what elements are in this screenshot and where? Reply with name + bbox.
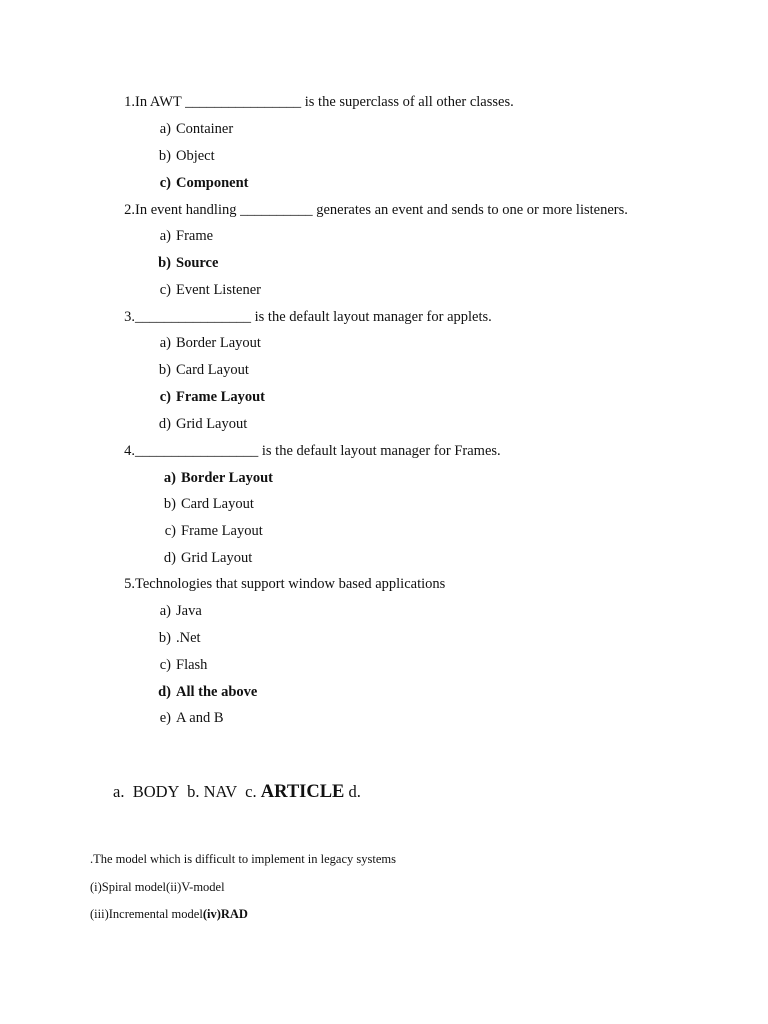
- option-letter: b): [158, 362, 171, 378]
- tags-line-article: ARTICLE: [260, 782, 345, 802]
- option-text: Grid Layout: [176, 416, 248, 432]
- option-text: Source: [176, 255, 219, 271]
- question-number: 2.: [124, 202, 135, 218]
- option-letter: b): [158, 255, 171, 271]
- option-text: All the above: [176, 684, 258, 700]
- option-letter: a): [163, 470, 176, 486]
- option-text: Card Layout: [181, 496, 254, 512]
- extra-option-incremental: (iii)Incremental model: [90, 907, 203, 921]
- option-letter: b): [158, 630, 171, 646]
- option-text: .Net: [176, 630, 201, 646]
- option-text: A and B: [176, 710, 224, 726]
- question-text: _________________ is the default layout manager for Frames.: [135, 443, 501, 459]
- option-text: Frame: [176, 228, 214, 244]
- question-text: Technologies that support window based applications: [135, 576, 446, 592]
- tags-line-part1: a. BODY b. NAV c.: [113, 782, 261, 801]
- extra-option-rad-correct: (iv)RAD: [202, 907, 248, 921]
- html-tags-line: [113, 781, 361, 803]
- option-letter: d): [158, 684, 171, 700]
- option-text: Object: [176, 148, 215, 164]
- option-text: Container: [176, 121, 234, 137]
- question-number: 1.: [124, 94, 135, 110]
- option-text: Event Listener: [176, 282, 261, 298]
- question-number: 5.: [124, 576, 135, 592]
- option-text: Java: [176, 603, 202, 619]
- option-text: Component: [176, 175, 249, 191]
- option-text: Frame Layout: [181, 523, 263, 539]
- question-text: In AWT ________________ is the superclass of all other classes.: [135, 94, 514, 110]
- question-number: 4.: [124, 443, 135, 459]
- option-letter: a): [159, 121, 171, 137]
- option-letter: e): [159, 710, 171, 726]
- option-letter: d): [158, 416, 171, 432]
- option-letter: a): [159, 228, 171, 244]
- option-letter: b): [158, 148, 171, 164]
- question-text: ________________ is the default layout manager for applets.: [135, 309, 492, 325]
- option-text: Flash: [176, 657, 208, 673]
- option-text: Card Layout: [176, 362, 249, 378]
- option-text: Border Layout: [181, 470, 273, 486]
- extra-question-text: .The model which is difficult to implement in legacy systems: [90, 852, 396, 866]
- option-letter: c): [159, 657, 171, 673]
- option-text: Grid Layout: [181, 550, 253, 566]
- extra-question-options-2: [90, 906, 248, 922]
- option-letter: c): [164, 523, 176, 539]
- option-text: Frame Layout: [176, 389, 265, 405]
- option-letter: c): [159, 389, 171, 405]
- tags-line-part2: d.: [344, 782, 361, 801]
- option-letter: d): [163, 550, 176, 566]
- question-number: 3.: [124, 309, 135, 325]
- extra-question-options-1: (i)Spiral model(ii)V-model: [90, 880, 225, 894]
- option-letter: c): [159, 282, 171, 298]
- option-letter: b): [163, 496, 176, 512]
- option-letter: c): [159, 175, 171, 191]
- option-text: Border Layout: [176, 335, 261, 351]
- question-text: In event handling __________ generates an event and sends to one or more listeners.: [135, 202, 628, 218]
- option-letter: a): [159, 603, 171, 619]
- option-letter: a): [159, 335, 171, 351]
